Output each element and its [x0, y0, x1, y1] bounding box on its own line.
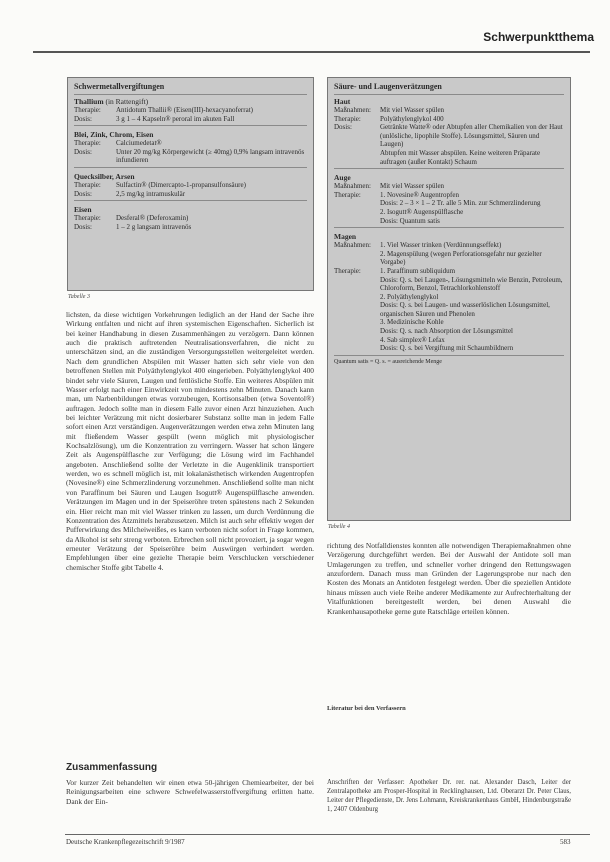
group-heading	[74, 130, 307, 139]
footer-rule	[65, 834, 590, 835]
table-row	[334, 182, 564, 191]
section-rule	[334, 168, 564, 169]
table-3-title-rule	[74, 94, 307, 95]
row-value: 1. Viel Wasser trinken (Verdünnungseffekt)	[380, 241, 502, 250]
table-row	[334, 293, 564, 302]
group-name: Thallium	[74, 97, 104, 106]
row-value: 1. Novesine® Augentropfen	[380, 190, 459, 199]
row-label	[334, 301, 380, 318]
row-label: Maßnahmen:	[334, 106, 371, 114]
table-row	[334, 149, 564, 166]
row-label: Dosis:	[74, 147, 92, 156]
table-row	[334, 115, 564, 124]
row-label: Therapie:	[74, 106, 101, 114]
table-row	[74, 115, 307, 124]
row-value: Dosis: Quantum satis	[380, 216, 440, 225]
row-value: Polyäthylenglykol 400	[380, 114, 444, 123]
table-4-sections	[334, 97, 564, 353]
row-label: Therapie:	[74, 180, 101, 189]
left-body-text: lichsten, da diese wichtigen Vorkehrungen lediglich an der Hand der Sache ihre Wirkung entfalten und nicht auf ihren systemischen Eigenschaften. Sicherlich ist bei keiner Handhabung in diesen Zusammenhängen zu verzögern. Dann können auch die praktisch auftretenden Neutralisationsverfahren, die nicht zu unterschätzen sind, an die zuständigen Versorgungsstellen weitergeleitet werden. Nach dem grundlichen Abspülen mit Wasser hatten sich sehr viele von den betroffenen Stellen mit Polyäthylenglykol 400 eingerieben. Polyäthylenglykol 400 bindet sehr viele Säuren, Laugen und fettlösliche Stoffe. Ein weiteres Abspülen mit Wasser erfolgt nach einer Einwirkzeit von mindestens zehn Minuten. Danach kann man, um Narbenbildungen etwas vorzubeugen, Kortisonsalben (etwa Soventol®) auftragen. Jedoch sollte man in diesem Falle zuvor einen Arzt hinzuziehen. Auch bei leichter Verätzung mit nicht dosierbarer Substanz sollte man in jedem Falle sofort einen Arzt verständigen. Augenverätzungen werden etwa zehn Minuten lang mit fließendem Wasser gespült (wenn möglich mit physiologischer Kochsalzlösung), um die Konzentration zu verringern. Wasser hat schon längere Zeit als Augenspülflasche zur Verfügung; die Lösung wird im Fachhandel angeboten. Anschließend sollte der Verletzte in die Augenklinik transportiert werden, wo es schnell möglich ist, mit lokalanästhetisch wirkenden Augentropfen (Novesine®) eine Schmerzlinderung vorzunehmen. Anschließend sollte man nicht von Paraffinum bei Säuren und Laugen Isogutt® Augenspülflasche anwenden. Verätzungen im Magen und in der Speiseröhre treten spätestens nach 2 Sekunden ein. Hier reicht man mit viel Wasser trinken zu lassen, um durch Verdünnung die Konzentration des Ätzmittels herabzusetzen. Milch ist auch sehr effektiv wegen der Pufferwirkung des Milcheiweißes, es kann verboten nicht sofort in Frage kommen, da Alkohol ist sehr streng verboten. Erbrechen soll nicht provoziert, ja sogar wegen erneuter Verätzung der Speiseröhre beim Auswürgen verhindert werden. Empfehlungen über eine gezielte Therapie beim Verschlucken verschiedener chemischer Stoffe gibt Tabelle 4.	[66, 310, 314, 572]
row-value: 2. Magenspülung (wegen Perforationsgefahr nur gezielter Vorgabe)	[380, 249, 542, 267]
table-row	[334, 191, 564, 200]
group-heading	[74, 205, 307, 214]
row-value: Dosis: Q. s. bei Vergiftung mit Schaumbildnern	[380, 344, 514, 353]
row-label: Therapie:	[334, 266, 361, 275]
section-tag: Schwerpunktthema	[483, 30, 594, 44]
row-label	[334, 336, 380, 345]
header-rule	[33, 51, 590, 53]
group-rule	[74, 200, 307, 201]
table-4-foot-rule	[334, 355, 564, 356]
right-body-text: richtung des Notfalldienstes konnten alle notwendigen Therapiemaßnahmen ohne Verzögerung durchgeführt werden. Bei der Auswahl der Antidote soll man Umlagerungen zu treffen, und schneller vorher dringend den Rettungswagen anzufordern. Danach muss man Gründen der Lagerungsprobe nur nach den Kosten des Monats an Antidoten festgelegt werden. Über die speziellen Antidote hinaus müssen auch viele Reihe anderer Medikamente zur Aufrechterhaltung der Vitalfunktionen bereitgestellt werden, bei denen Auswahl die Krankenhausapotheke gerne gute Ratschläge erteilen können.	[327, 541, 571, 616]
table-row	[334, 344, 564, 353]
summary-text: Vor kurzer Zeit behandelten wir einen etwa 50-jährigen Chemiearbeiter, der bei Reinigungsarbeiten eine schwere Schwefelwasserstoffvergiftung erlitten hatte. Dank der Ein-	[66, 778, 314, 806]
row-value: Sulfactin® (Dimercapto-1-propansulfonsäure)	[116, 180, 246, 189]
row-label	[334, 250, 380, 267]
row-label	[334, 276, 380, 293]
row-label	[334, 327, 380, 336]
table-3-groups	[74, 97, 307, 231]
group-note: (in Rattengift)	[103, 97, 149, 106]
row-value: Dosis: 2 – 3 × 1 – 2 Tr. alle 5 Min. zur Schmerzlinderung	[380, 199, 541, 208]
table-row	[334, 301, 564, 318]
group-heading	[74, 97, 307, 106]
row-value: 4. Sab simplex® Lefax	[380, 335, 445, 344]
table-4-caption: Tabelle 4	[328, 524, 350, 530]
table-3-box	[67, 77, 314, 291]
section-rule	[334, 227, 564, 228]
table-row	[74, 148, 307, 165]
row-label: Therapie:	[74, 139, 101, 148]
footer-page-number: 583	[560, 838, 571, 846]
table-4-box	[327, 77, 571, 521]
table-4-title-rule	[334, 94, 564, 95]
row-value: Dosis: Q. s. bei Laugen- und wasserlöslichen Lösungsmittel, organischen Säuren und Phenolen	[380, 301, 550, 318]
row-value: 1. Paraffinum subliquidum	[380, 266, 456, 275]
row-label	[334, 149, 380, 166]
group-rule	[74, 167, 307, 168]
row-label: Maßnahmen:	[334, 182, 371, 191]
row-value: Dosis: Q. s. nach Absorption der Lösungsmittel	[380, 327, 513, 336]
table-row	[74, 214, 307, 223]
group-name: Quecksilber, Arsen	[74, 171, 135, 181]
table-4-title: Säure- und Laugenverätzungen	[334, 82, 442, 91]
row-label	[334, 293, 380, 302]
table-row	[334, 267, 564, 276]
row-label	[334, 208, 380, 217]
table-3-caption: Tabelle 3	[68, 294, 90, 300]
row-value: Unter 20 mg/kg Körpergewicht (≥ 40mg) 0,9% langsam intravenös infundieren	[116, 147, 305, 165]
row-value: 3 g 1 – 4 Kapseln® peroral im akuten Fall	[116, 114, 235, 123]
row-value: Mit viel Wasser spülen	[380, 182, 445, 191]
table-row	[334, 276, 564, 293]
row-label	[334, 318, 380, 327]
row-value: 2,5 mg/kg intramuskulär	[116, 189, 186, 198]
row-value: Mit viel Wasser spülen	[380, 106, 445, 114]
group-name: Eisen	[74, 205, 92, 215]
table-row	[74, 223, 307, 232]
literature-note: Literatur bei den Verfassern	[327, 705, 406, 712]
table-row	[74, 190, 307, 199]
row-label: Dosis:	[334, 123, 352, 132]
footer-journal: Deutsche Krankenpflegezeitschrift 9/1987	[66, 838, 185, 846]
author-addresses: Anschriften der Verfasser: Apotheker Dr. rer. nat. Alexander Dasch, Leiter der Zentralapotheke am Prosper-Hospital in Recklinghausen, Ltd. Oberarzt Dr. Peter Claus, Leiter der Pflegedienste, Dr. Jens Lohmann, Kreiskrankenhaus GmbH, Hindenburgstraße 1, 2407 Oldenburg	[327, 779, 571, 813]
row-label	[334, 217, 380, 226]
section-heading: Auge	[334, 173, 351, 183]
table-row	[334, 241, 564, 250]
row-label	[334, 199, 380, 208]
row-label: Dosis:	[74, 189, 92, 198]
row-value: 2. Isogutt® Augenspülflasche	[380, 207, 464, 216]
table-row	[334, 123, 564, 149]
table-row	[334, 336, 564, 345]
row-value: 1 – 2 g langsam intravenös	[116, 222, 192, 231]
table-row	[74, 181, 307, 190]
row-value: Desferal® (Deferoxamin)	[116, 214, 189, 223]
group-rule	[74, 125, 307, 126]
row-label	[334, 344, 380, 353]
table-row	[74, 139, 307, 148]
row-label: Maßnahmen:	[334, 241, 371, 250]
section-heading: Magen	[334, 232, 357, 242]
section-heading: Haut	[334, 97, 351, 106]
group-name: Blei, Zink, Chrom, Eisen	[74, 130, 154, 140]
table-row	[74, 106, 307, 115]
table-row	[334, 250, 564, 267]
table-row	[334, 327, 564, 336]
summary-title: Zusammenfassung	[66, 762, 158, 773]
table-row	[334, 106, 564, 115]
table-row	[334, 208, 564, 217]
table-row	[334, 217, 564, 226]
row-value: Antidotum Thallii® (Eisen(III)-hexacyanoferrat)	[116, 106, 253, 114]
row-value: Dosis: Q. s. bei Laugen-, Lösungsmitteln wie Benzin, Petroleum, Chloroform, Benzol, Tetrachlorkohlenstoff	[380, 275, 563, 293]
row-value: Abtupfen mit Wasser abspülen. Keine weiteren Präparate auftragen (außer Kontakt) Schaum	[380, 148, 541, 166]
row-label: Dosis:	[74, 114, 92, 123]
row-value: 2. Polyäthylenglykol	[380, 292, 439, 301]
table-row	[334, 318, 564, 327]
row-label: Therapie:	[334, 114, 361, 123]
row-value: Getränkte Watte® oder Abtupfen aller Chemikalien von der Haut (unlösliche, lipophile Stoffe). Lösungsmittel, Säuren und Laugen)	[380, 123, 563, 149]
row-label: Dosis:	[74, 222, 92, 231]
row-label: Therapie:	[74, 214, 101, 223]
table-row	[334, 199, 564, 208]
group-heading	[74, 172, 307, 181]
row-label: Therapie:	[334, 190, 361, 199]
table-3-title: Schwermetallvergiftungen	[74, 82, 165, 91]
row-value: 3. Medizinische Kohle	[380, 318, 444, 327]
row-value: Calciumedetat®	[116, 139, 162, 148]
table-4-footnote: Quantum satis = Q. s. = ausreichende Menge	[334, 358, 442, 365]
